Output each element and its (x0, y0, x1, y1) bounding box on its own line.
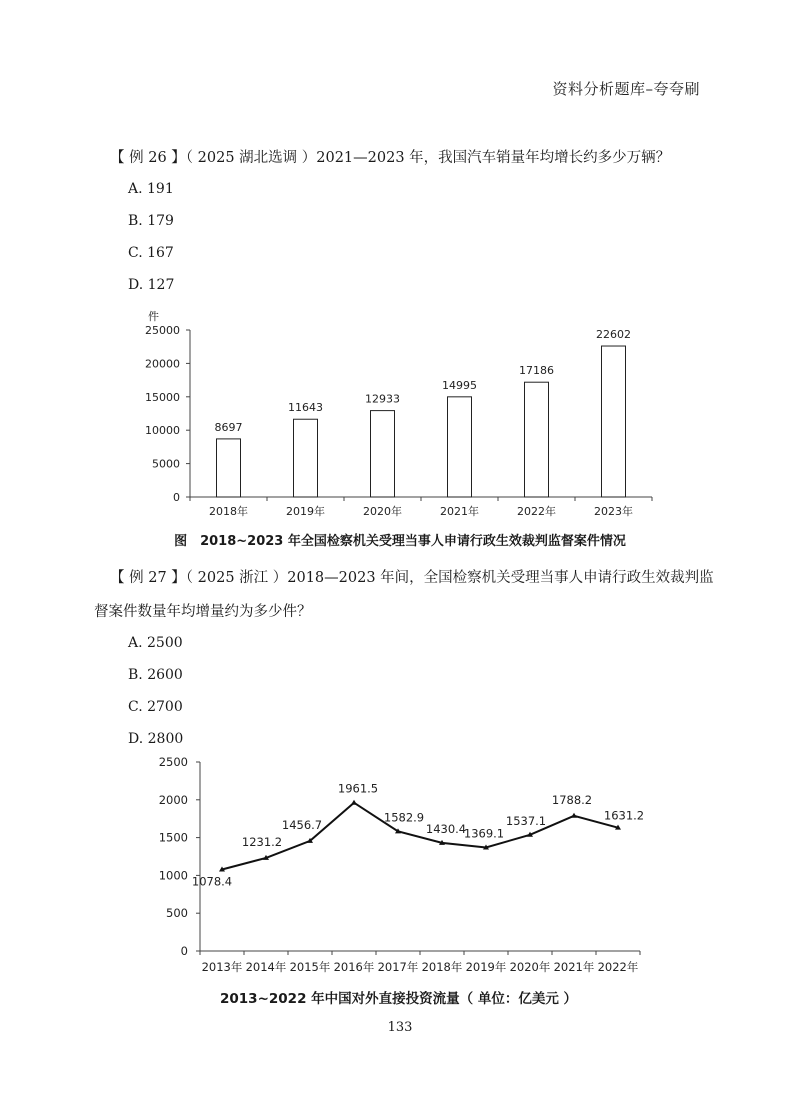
bar-chart-y-unit: 件 (148, 310, 159, 323)
bar-chart-category-label: 2022年 (517, 505, 556, 518)
line-chart-category-label: 2015年 (289, 960, 331, 974)
line-chart-category-label: 2017年 (377, 960, 419, 974)
bar-chart-category-label: 2020年 (363, 505, 402, 518)
line-chart-category-label: 2020年 (509, 960, 551, 974)
question-26-option-a: A. 191 (128, 181, 174, 197)
line-chart-data-label: 1456.7 (281, 817, 323, 832)
question-26-stem: 【 例 26 】（ 2025 湖北选调 ）2021—2023 年，我国汽车销量年均增长约多少万辆？ (110, 150, 671, 166)
line-chart-data-label: 1078.4 (191, 874, 233, 889)
line-chart-y-tick-label: 1500 (158, 830, 188, 845)
line-chart-y-tick-label: 0 (180, 944, 188, 958)
line-chart-data-label: 1788.2 (551, 792, 593, 807)
question-26-option-d: D. 127 (128, 277, 175, 293)
line-chart-data-label: 1430.4 (425, 821, 467, 836)
bar-chart-y-tick-label: 20000 (145, 357, 180, 371)
line-chart-data-label: 1961.5 (337, 781, 379, 796)
line-chart (140, 752, 660, 982)
bar-chart-data-label: 17186 (519, 364, 554, 378)
line-chart-y-tick-label: 2000 (158, 792, 188, 807)
bar-chart-data-label: 22602 (596, 328, 631, 342)
bar-chart-y-tick-label: 5000 (152, 457, 180, 471)
question-26-option-b: B. 179 (128, 213, 174, 229)
bar-chart-category-label: 2023年 (594, 505, 633, 518)
page-header-title: 资料分析题库–夸夸刷 (552, 80, 700, 98)
bar-chart-category-label: 2018年 (209, 505, 248, 518)
bar-chart-bar (371, 411, 395, 497)
line-chart-category-label: 2014年 (245, 960, 287, 974)
bar-chart-y-tick-label: 0 (173, 491, 180, 504)
line-chart-data-label: 1631.2 (603, 808, 645, 823)
question-27-option-a: A. 2500 (128, 635, 183, 651)
line-chart-category-label: 2018年 (421, 960, 463, 974)
bar-chart-data-label: 12933 (365, 392, 400, 406)
bar-chart-bar (525, 382, 549, 497)
line-chart-data-label: 1369.1 (463, 826, 505, 841)
line-chart-category-label: 2013年 (201, 960, 243, 974)
line-chart-category-label: 2016年 (333, 960, 375, 974)
line-chart-y-tick-label: 2500 (158, 755, 188, 769)
line-chart-point (571, 813, 577, 818)
question-27-stem-line1: 【 例 27 】（ 2025 浙江 ）2018—2023 年间，全国检察机关受理当事人申请行政生效裁判监 (110, 570, 714, 586)
bar-chart-caption: 图 2018~2023 年全国检察机关受理当事人申请行政生效裁判监督案件情况 (174, 534, 626, 549)
page-number: 133 (387, 1020, 413, 1035)
line-chart-caption: 2013~2022 年中国对外直接投资流量（ 单位：亿美元 ） (220, 991, 578, 1007)
question-26-option-c: C. 167 (128, 245, 174, 261)
line-chart-data-label: 1582.9 (383, 810, 425, 825)
bar-chart-data-label: 11643 (288, 401, 323, 415)
line-chart-data-label: 1537.1 (505, 813, 547, 828)
bar-chart-data-label: 14995 (442, 378, 477, 392)
question-27-stem-line2: 督案件数量年均增量约为多少件？ (94, 604, 312, 620)
bar-chart-y-tick-label: 15000 (145, 390, 180, 404)
bar-chart-category-label: 2021年 (440, 505, 479, 518)
bar-chart-y-tick-label: 25000 (145, 324, 180, 337)
line-chart-y-tick-label: 1000 (158, 868, 188, 883)
bar-chart (110, 305, 690, 527)
line-chart-category-label: 2021年 (553, 960, 595, 974)
bar-chart-bar (448, 397, 472, 497)
line-chart-data-label: 1231.2 (241, 834, 283, 849)
bar-chart-y-tick-label: 10000 (145, 424, 180, 438)
line-chart-y-tick-label: 500 (166, 906, 188, 921)
question-27-option-d: D. 2800 (128, 731, 184, 747)
bar-chart-bar (602, 346, 626, 497)
line-chart-category-label: 2022年 (597, 960, 639, 974)
line-chart-category-label: 2019年 (465, 960, 507, 974)
bar-chart-bar (217, 439, 241, 497)
bar-chart-data-label: 8697 (214, 420, 243, 434)
question-27-option-c: C. 2700 (128, 699, 183, 715)
bar-chart-bar (294, 419, 318, 497)
question-27-option-b: B. 2600 (128, 667, 183, 683)
line-chart-point (351, 800, 357, 805)
bar-chart-category-label: 2019年 (286, 505, 325, 518)
